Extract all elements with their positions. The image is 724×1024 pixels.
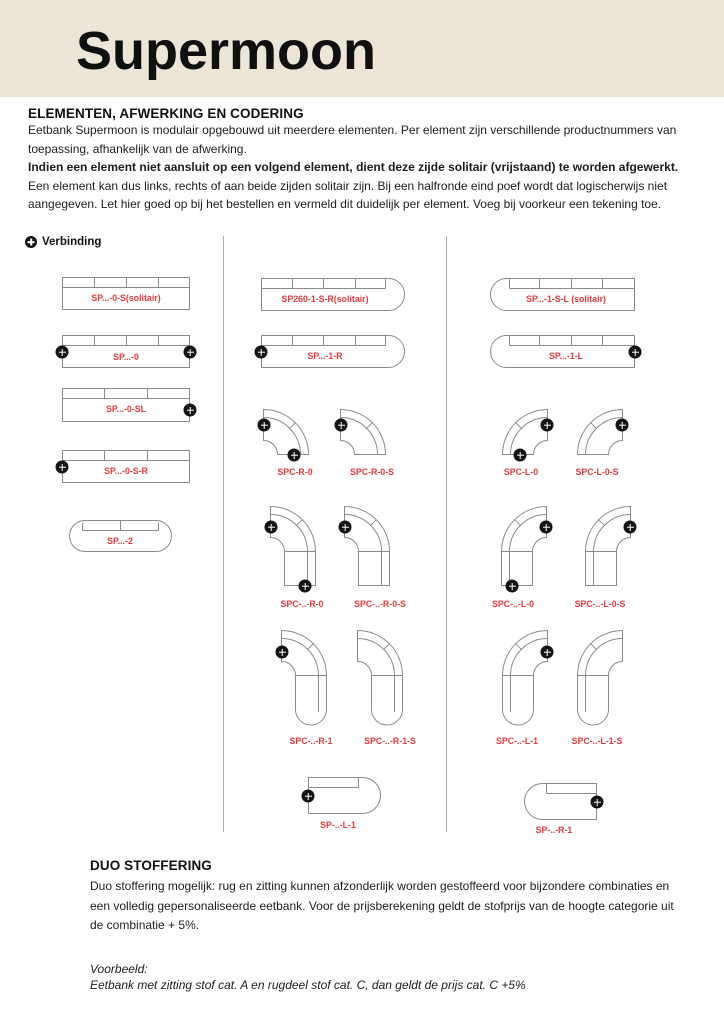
plus-connector-icon [624, 521, 637, 534]
plus-connector-icon [255, 346, 268, 359]
corner-round-end-bench-diagram [500, 630, 548, 726]
plus-connector-icon [339, 521, 352, 534]
element-code-label: SPC-R-0-S [350, 467, 394, 477]
column-divider [223, 236, 224, 832]
example-text: Eetbank met zitting stof cat. A en rugdeel stof cat. C, dan geldt de prijs cat. C +5% [90, 977, 526, 992]
section-heading: DUO STOFFERING [90, 858, 212, 873]
element-spc-x-r-1 [281, 630, 333, 746]
end-piece-diagram [524, 783, 597, 820]
corner-extended-bench-diagram [583, 506, 631, 586]
plus-connector-icon [184, 346, 197, 359]
element-sp-2 [69, 520, 172, 552]
intro-paragraph-2: Een element kan dus links, rechts of aan beide zijden solitair zijn. Bij een halfronde eind poef wordt dat logischerwijs niet aangegeven. Let hier goed op bij het bestellen en vermeld dit duidelijk per element. Voeg bij voorkeur een tekening toe. [28, 178, 668, 211]
corner-extended-bench-diagram [270, 506, 318, 586]
element-code-label: SP...-0-SL [106, 404, 146, 414]
column-divider [446, 236, 447, 832]
element-code-label: SP...-1-L [548, 351, 584, 361]
element-spc-l-0 [500, 407, 548, 477]
element-code-label: SP...-0-S(solitair) [91, 293, 161, 303]
intro-section [28, 106, 708, 214]
duo-stoffering-section [90, 858, 680, 995]
plus-connector-icon [288, 449, 301, 462]
element-sp-0-sl [62, 388, 190, 422]
element-code-label: SPC-..-R-0 [280, 599, 324, 609]
corner-bench-diagram [575, 407, 623, 455]
element-code-label: SP260-1-S-R(solitair) [281, 294, 369, 304]
element-code-label: SP...-2 [107, 536, 133, 546]
plus-connector-icon [335, 419, 348, 432]
element-sp-0 [62, 335, 190, 368]
plus-connector-icon [56, 461, 69, 474]
element-code-label: SP...-1-S-L (solitair) [526, 294, 606, 304]
corner-extended-bench-diagram [344, 506, 392, 586]
example-label: Voorbeeld: [90, 961, 148, 976]
element-sp-x-r-1 [524, 783, 597, 835]
plus-connector-icon [25, 236, 37, 248]
plus-connector-icon [591, 796, 604, 809]
corner-round-end-bench-diagram [575, 630, 623, 726]
plus-connector-icon [616, 419, 629, 432]
corner-bench-diagram [500, 407, 548, 455]
element-sp-1-s-l-solitair [490, 278, 635, 311]
plus-connector-icon [540, 521, 553, 534]
plus-connector-icon [299, 580, 312, 593]
plus-connector-icon [276, 646, 289, 659]
end-piece-diagram [308, 777, 381, 814]
corner-round-end-bench-diagram [281, 630, 329, 726]
corner-extended-bench-diagram [499, 506, 547, 586]
element-spc-x-l-0 [491, 506, 547, 609]
element-code-label: SP...-0 [113, 351, 139, 362]
element-spc-x-l-1-s [571, 630, 623, 746]
corner-round-end-bench-diagram [357, 630, 405, 726]
element-code-label: SPC-..-L-1-S [571, 736, 623, 746]
plus-connector-icon [541, 419, 554, 432]
element-code-label: SP-..-L-1 [320, 820, 356, 830]
intro-paragraph-bold: Indien een element niet aansluit op een volgend element, dient deze zijde solitair (vrijstaand) te worden afgewerkt. [28, 160, 679, 174]
plus-connector-icon [302, 790, 315, 803]
element-code-label: SPC-..-R-1-S [364, 736, 416, 746]
element-sp-1-l [490, 335, 635, 368]
element-spc-x-r-0 [270, 506, 324, 609]
element-spc-x-l-0-s [574, 506, 631, 609]
duo-body-text: Duo stoffering mogelijk: rug en zitting kunnen afzonderlijk worden gestoffeerd voor bijzondere combinaties en een volledig gepersonaliseerde eetbank. Voor de prijsberekening geldt de stofprijs van de hoogte categorie uit de combinatie + 5%. [90, 879, 674, 932]
element-spc-x-r-0-s [344, 506, 406, 609]
element-code-label: SPC-..-R-1 [289, 736, 333, 746]
page-title: Supermoon [76, 21, 377, 81]
header-banner [0, 0, 724, 97]
element-sp-0-s-r [62, 450, 190, 483]
plus-connector-icon [629, 346, 642, 359]
plus-connector-icon [184, 404, 197, 417]
element-code-label: SPC-..-L-0-S [574, 599, 626, 609]
plus-connector-icon [541, 646, 554, 659]
element-code-label: SPC-..-R-0-S [354, 599, 406, 609]
element-spc-x-r-1-s [357, 630, 416, 746]
element-sp-1-r [261, 335, 405, 368]
element-code-label: SPC-..-L-1 [495, 736, 539, 746]
corner-bench-diagram [340, 407, 388, 455]
legend-label: Verbinding [42, 236, 102, 248]
element-code-label: SP-..-R-1 [535, 825, 573, 835]
element-code-label: SPC-L-0 [503, 467, 539, 477]
element-code-label: SP...-0-S-R [104, 466, 148, 476]
element-code-label: SP...-1-R [307, 351, 343, 361]
element-spc-l-0-s [575, 407, 623, 477]
element-code-label: SPC-L-0-S [575, 467, 619, 477]
element-sp-0-s-solitair [62, 277, 190, 310]
element-spc-r-0 [263, 407, 313, 477]
plus-connector-icon [258, 419, 271, 432]
section-heading: ELEMENTEN, AFWERKING EN CODERING [28, 106, 304, 121]
plus-connector-icon [265, 521, 278, 534]
element-code-label: SPC-..-L-0 [491, 599, 535, 609]
element-sp-x-l-1 [308, 777, 381, 830]
plus-connector-icon [506, 580, 519, 593]
element-spc-r-0-s [340, 407, 394, 477]
element-code-label: SPC-R-0 [277, 467, 313, 477]
element-spc-x-l-1 [495, 630, 548, 746]
element-sp260-1-s-r-solitair [261, 278, 405, 311]
intro-paragraph-1: Eetbank Supermoon is modulair opgebouwd uit meerdere elementen. Per element zijn verschillende productnummers van toepassing, afhankelijk van de afwerking. [28, 123, 677, 156]
corner-bench-diagram [263, 407, 311, 455]
plus-connector-icon [514, 449, 527, 462]
plus-connector-icon [56, 346, 69, 359]
